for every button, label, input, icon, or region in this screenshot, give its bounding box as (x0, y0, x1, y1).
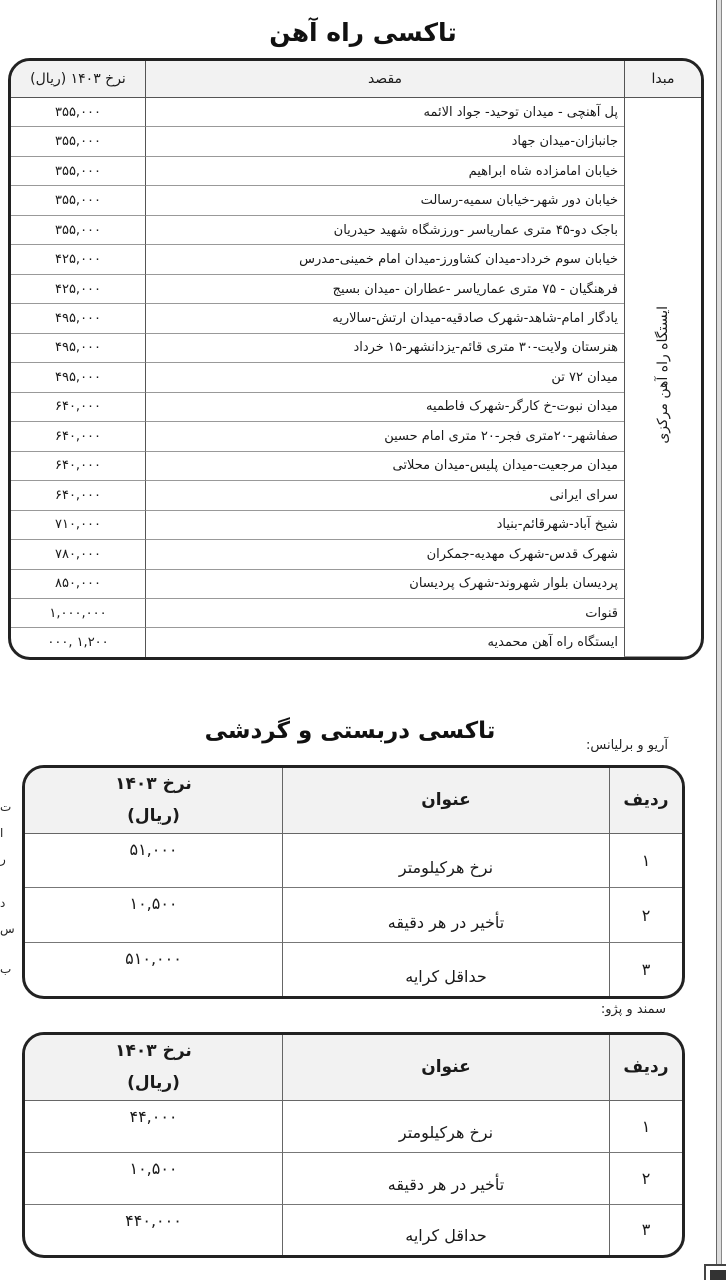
destination-cell: خیابان سوم خرداد-میدان کشاورز-میدان امام خمینی-مدرس (145, 245, 624, 274)
destination-cell: فرهنگیان - ۷۵ متری عماریاسر -عطاران -میدان بسیج (145, 275, 624, 304)
row-title: نرخ هرکیلومتر (282, 1101, 609, 1153)
price-cell: ۷۸۰,۰۰۰ (11, 540, 145, 569)
row-index: ۱ (609, 834, 682, 889)
price-cell: ۶۴۰,۰۰۰ (11, 393, 145, 422)
row-index: ۱ (609, 1101, 682, 1153)
railway-taxi-title: تاکسی راه آهن (269, 18, 457, 47)
table-row (11, 540, 701, 569)
destination-cell: پل آهنچی - میدان توحید- جواد الائمه (145, 98, 624, 127)
header-origin: مبدا (624, 61, 701, 98)
charter-taxi-title: تاکسی دربستی و گردشی (204, 718, 496, 744)
table-header-row (11, 61, 701, 98)
destination-cell: میدان ۷۲ تن (145, 363, 624, 392)
header-rate-line2: (ریال) (127, 1073, 180, 1094)
row-title: حداقل کرایه (282, 1205, 609, 1255)
table-row (11, 570, 701, 599)
destination-cell: خیابان دور شهر-خیابان سمیه-رسالت (145, 186, 624, 215)
destination-cell: خیابان امامزاده شاه ابراهیم (145, 157, 624, 186)
destination-cell: یادگار امام-شاهد-شهرک صادقیه-میدان ارتش-سالاریه (145, 304, 624, 333)
row-title: تأخیر در هر دقیقه (282, 1153, 609, 1205)
group-label-samand-peugeot: سمند و پژو: (600, 1002, 666, 1017)
header-index: ردیف (609, 768, 682, 834)
table-row (11, 216, 701, 245)
table-row (11, 363, 701, 392)
destination-cell: قنوات (145, 599, 624, 628)
price-cell: ۸۵۰,۰۰۰ (11, 570, 145, 599)
table-row (11, 481, 701, 510)
row-index: ۳ (609, 1205, 682, 1255)
charter-table-samand-peugeot (22, 1032, 685, 1258)
table-row (25, 943, 682, 996)
margin-fragment: س (0, 922, 15, 936)
header-rate-line1: نرخ ۱۴۰۳ (115, 1041, 192, 1061)
price-cell: ۱,۰۰۰,۰۰۰ (11, 599, 145, 628)
destination-cell: میدان نبوت-خ کارگر-شهرک فاطمیه (145, 393, 624, 422)
row-rate: ۴۴۰,۰۰۰ (125, 1210, 182, 1230)
table-row (11, 304, 701, 333)
row-index: ۲ (609, 1153, 682, 1205)
destination-cell: جانبازان-میدان جهاد (145, 127, 624, 156)
header-rate (25, 768, 282, 834)
origin-cell (624, 98, 701, 657)
price-cell: ۶۴۰,۰۰۰ (11, 422, 145, 451)
price-cell: ۳۵۵,۰۰۰ (11, 216, 145, 245)
table-header-row (25, 768, 682, 834)
header-rate-line2: (ریال) (127, 806, 180, 827)
price-cell: ۱,۲۰۰ ,۰۰۰ (47, 635, 109, 651)
charter-table-ario-brilliance (22, 765, 685, 999)
price-cell: ۶۴۰,۰۰۰ (11, 452, 145, 481)
header-title: عنوان (282, 768, 609, 834)
margin-fragment: ر (0, 852, 6, 866)
header-index: ردیف (609, 1035, 682, 1101)
origin-label: ایستگاه راه آهن مرکزی (655, 306, 671, 444)
row-title: حداقل کرایه (282, 943, 609, 996)
page-edge (716, 0, 722, 1280)
margin-fragment: ت (0, 800, 12, 814)
table-row (11, 157, 701, 186)
table-row (25, 1101, 682, 1153)
table-row (11, 98, 701, 127)
margin-fragment: ا (0, 826, 4, 840)
destination-cell: میدان مرجعیت-میدان پلیس-میدان محلاتی (145, 452, 624, 481)
destination-cell: هنرستان ولایت-۳۰ متری قائم-یزدانشهر-۱۵ خرداد (145, 334, 624, 363)
table-row (11, 245, 701, 274)
header-rate (25, 1035, 282, 1101)
destination-cell: ایستگاه راه آهن محمدیه (145, 628, 624, 657)
price-cell: ۶۴۰,۰۰۰ (11, 481, 145, 510)
price-cell: ۳۵۵,۰۰۰ (11, 157, 145, 186)
row-rate: ۵۱,۰۰۰ (25, 834, 282, 889)
header-price: نرخ ۱۴۰۳ (ریال) (11, 61, 145, 98)
table-header-row (25, 1035, 682, 1101)
destination-cell: شهرک قدس-شهرک مهدیه-جمکران (145, 540, 624, 569)
header-rate-line1: نرخ ۱۴۰۳ (115, 774, 192, 794)
price-cell: ۴۲۵,۰۰۰ (11, 275, 145, 304)
table-row (11, 275, 701, 304)
destination-cell: سرای ایرانی (145, 481, 624, 510)
header-title: عنوان (282, 1035, 609, 1101)
price-cell: ۴۲۵,۰۰۰ (11, 245, 145, 274)
table-row (11, 628, 701, 657)
row-index: ۳ (609, 943, 682, 996)
price-cell: ۴۹۵,۰۰۰ (11, 334, 145, 363)
table-row (25, 1205, 682, 1255)
row-index: ۲ (609, 888, 682, 943)
destination-cell: پردیسان بلوار شهروند-شهرک پردیسان (145, 570, 624, 599)
table-row (25, 834, 682, 889)
price-cell: ۳۵۵,۰۰۰ (11, 127, 145, 156)
railway-taxi-table (8, 58, 704, 660)
row-rate: ۴۴,۰۰۰ (25, 1101, 282, 1153)
group-label-ario-brilliance: آریو و برلیانس: (586, 738, 668, 753)
destination-cell: شیخ آباد-شهرقائم-بنیاد (145, 511, 624, 540)
price-cell: ۷۱۰,۰۰۰ (11, 511, 145, 540)
price-cell: ۴۹۵,۰۰۰ (11, 304, 145, 333)
price-cell: ۳۵۵,۰۰۰ (11, 98, 145, 127)
table-row (11, 127, 701, 156)
table-row (11, 452, 701, 481)
row-title: تأخیر در هر دقیقه (282, 888, 609, 943)
table-row (11, 186, 701, 215)
header-destination: مقصد (145, 61, 624, 98)
table-row (11, 334, 701, 363)
destination-cell: باجک دو-۴۵ متری عماریاسر -ورزشگاه شهید حیدریان (145, 216, 624, 245)
price-cell: ۴۹۵,۰۰۰ (11, 363, 145, 392)
table-row (25, 888, 682, 943)
table-row (25, 1153, 682, 1205)
table-row (11, 393, 701, 422)
row-title: نرخ هرکیلومتر (282, 834, 609, 889)
table-row (11, 422, 701, 451)
row-rate: ۵۱۰,۰۰۰ (125, 949, 182, 969)
margin-fragment: ب (0, 962, 12, 976)
table-row (11, 511, 701, 540)
price-cell: ۳۵۵,۰۰۰ (11, 186, 145, 215)
destination-cell: صفاشهر-۲۰متری فجر-۲۰ متری امام حسین (145, 422, 624, 451)
row-rate: ۱۰,۵۰۰ (25, 1153, 282, 1205)
margin-fragment: د (0, 896, 6, 910)
page-corner-mark (704, 1264, 726, 1280)
row-rate: ۱۰,۵۰۰ (25, 888, 282, 943)
table-row (11, 599, 701, 628)
